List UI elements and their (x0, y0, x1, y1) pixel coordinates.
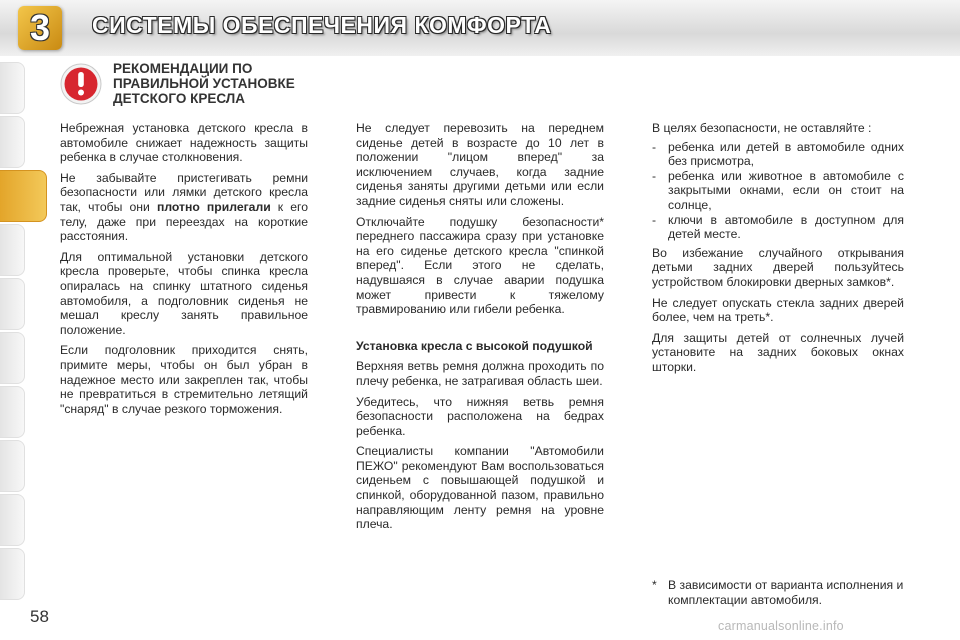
chapter-badge (18, 6, 62, 50)
paragraph: Небрежная установка детского кресла в автомобиле снижает надежность защиты ребенка в случае столкновения. (60, 121, 308, 165)
footnote (652, 578, 912, 607)
list-item: - ребенка или животное в автомобиле с закрытыми окнами, если он стоит на солнце, (652, 169, 904, 213)
chapter-tab[interactable] (0, 62, 25, 114)
paragraph-text: Не забывайте пристегивать ремни безопасности или лямки детского кресла так, чтобы они (60, 170, 308, 214)
chapter-tab[interactable] (0, 278, 25, 330)
chapter-tab[interactable] (0, 116, 25, 168)
chapter-tab[interactable] (0, 494, 25, 546)
paragraph: Не следует перевозить на переднем сиденье детей в возрасте до 10 лет в положении "лицом вперед" за исключением случаев, когда задние сиденья заняты другими детьми или если задние сиденья сняты или сложены. (356, 121, 604, 208)
footnote-marker: * (652, 578, 657, 592)
paragraph: В целях безопасности, не оставляйте : (652, 121, 872, 135)
chapter-tabs (0, 62, 30, 602)
paragraph: Если подголовник приходится снять, примите меры, чтобы он был убран в надежное место или закреплен так, чтобы не превратиться в стремительно летящий "снаряд" в случае резкого торможения. (60, 343, 308, 416)
warning-title-line: ПРАВИЛЬНОЙ УСТАНОВКЕ (113, 76, 295, 91)
list-item: - ключи в автомобиле в доступном для детей месте. (652, 213, 904, 242)
dash-list (652, 140, 904, 242)
paragraph: Не следует опускать стекла задних дверей более, чем на треть*. (652, 295, 904, 325)
chapter-tab[interactable] (0, 440, 25, 492)
list-item: - ребенка или детей в автомобиле одних без присмотра, (652, 140, 904, 169)
paragraph: Специалисты компании "Автомобили ПЕЖО" рекомендуют Вам воспользоваться сиденьем с повышающей подушкой и спинкой, оборудованной пазом, правильно направляющим ленту ремня на уровне плеча. (356, 444, 604, 532)
paragraph: Во избежание случайного открывания детьми задних дверей пользуйтесь устройством блокировки дверных замков*. (652, 245, 904, 289)
text-column-left (60, 121, 308, 422)
warning-title-line: ДЕТСКОГО КРЕСЛА (113, 91, 245, 106)
header-band (0, 0, 960, 56)
chapter-tab[interactable] (0, 332, 25, 384)
exclamation-icon (60, 63, 102, 105)
paragraph-text: к его телу, даже при переездах на короткие расстояния. (60, 199, 308, 244)
warning-title (113, 61, 295, 106)
paragraph (60, 171, 308, 244)
watermark: carmanualsonline.info (718, 619, 844, 633)
chapter-tab[interactable] (0, 548, 25, 600)
paragraph: Для защиты детей от солнечных лучей установите на задних боковых окнах шторки. (652, 330, 904, 374)
text-column-middle (356, 121, 604, 538)
paragraph: Для оптимальной установки детского кресла проверьте, чтобы спинка кресла опиралась на спинку штатного сиденья автомобиля, а подголовник сиденья не мешал креслу занять правильное положение. (60, 249, 308, 337)
chapter-tab[interactable] (0, 386, 25, 438)
paragraph: Отключайте подушку безопасности* переднего пассажира сразу при установке на его сиденье детского кресла "спинкой вперед". Если этого не сделать, надувшаяся в случае аварии подушка может привести к тяжелому травмированию или гибели ребенка. (356, 214, 604, 317)
section-subheading: Установка кресла с высокой подушкой (356, 338, 593, 353)
text-column-right (652, 121, 904, 381)
paragraph: Убедитесь, что нижняя ветвь ремня безопасности расположена на бедрах ребенка. (356, 394, 604, 438)
chapter-number: 3 (29, 7, 51, 48)
page-number: 58 (30, 607, 49, 626)
page-title: СИСТЕМЫ ОБЕСПЕЧЕНИЯ КОМФОРТА (92, 12, 552, 38)
emphasis-text: плотно прилегали (156, 199, 271, 214)
paragraph: Верхняя ветвь ремня должна проходить по плечу ребенка, не затрагивая область шеи. (356, 359, 604, 388)
chapter-tab-active[interactable] (0, 170, 47, 222)
footnote-text: В зависимости от варианта исполнения и комплектации автомобиля. (668, 578, 904, 607)
chapter-tab[interactable] (0, 224, 25, 276)
warning-title-line: РЕКОМЕНДАЦИИ ПО (113, 61, 253, 76)
